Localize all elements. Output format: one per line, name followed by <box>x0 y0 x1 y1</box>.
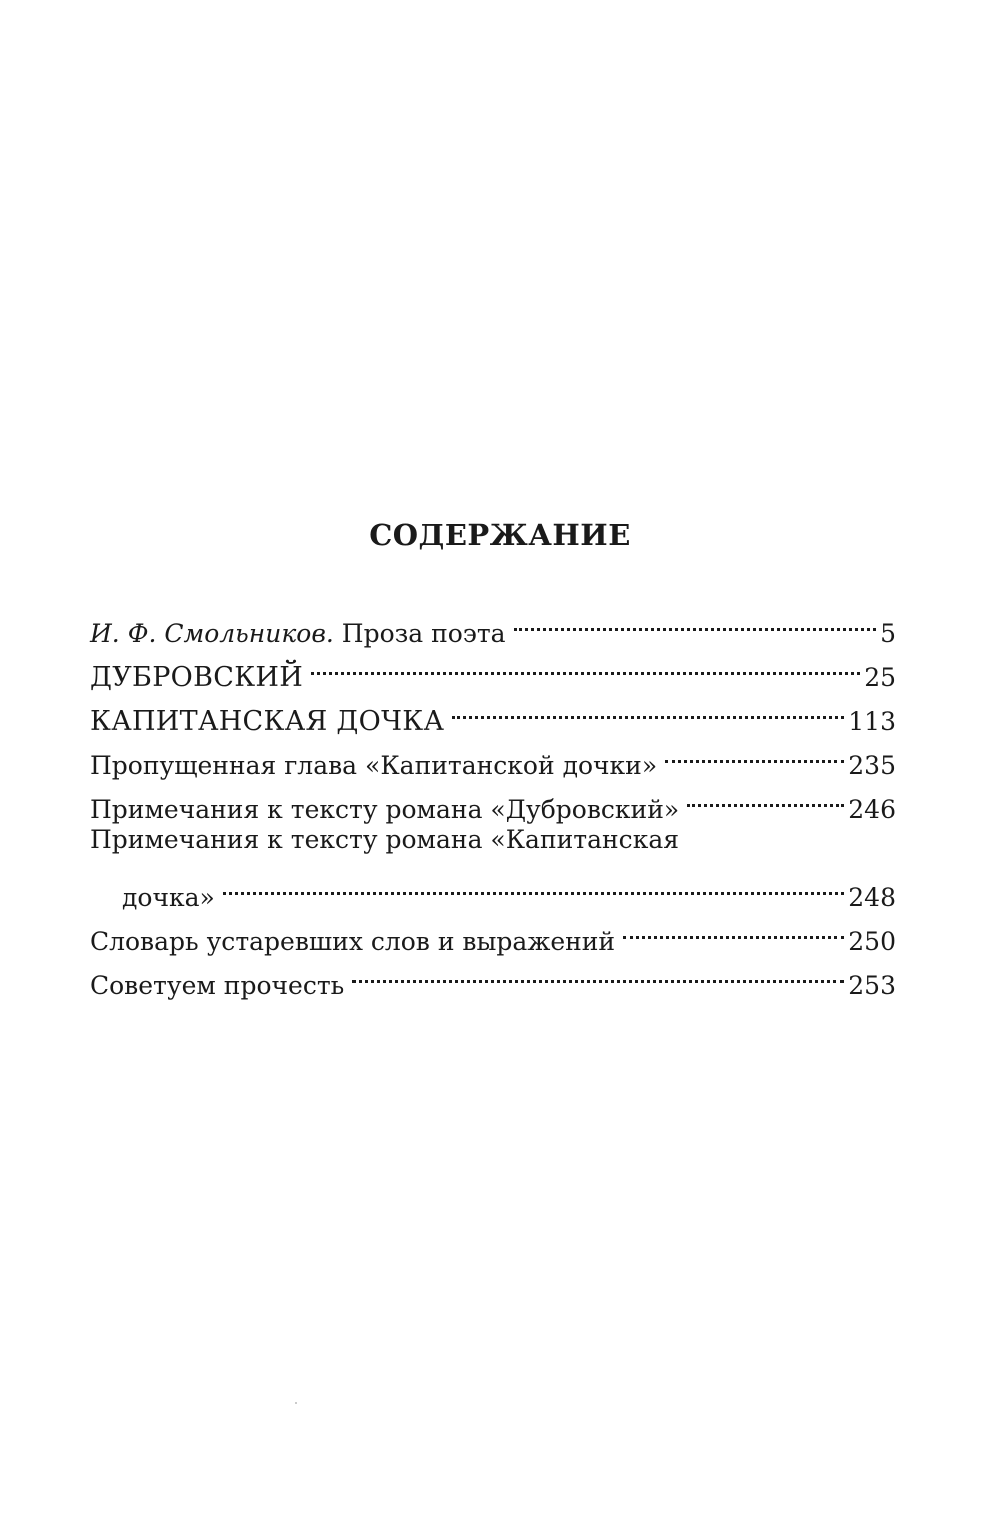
toc-entry-page: 25 <box>864 663 896 692</box>
dot-leader <box>452 686 844 730</box>
toc-entry-page: 253 <box>848 971 896 1000</box>
dot-leader <box>665 730 844 774</box>
toc-entry-preface <box>90 598 896 648</box>
toc-entry-label: Примечания к тексту романа «Капитанская <box>90 825 679 854</box>
toc-entry-label-continuation: дочка» <box>122 883 215 912</box>
toc-entry-page: 246 <box>848 795 896 824</box>
toc-entry-label: Пропущенная глава «Капитанской дочки» <box>90 751 658 780</box>
toc-entry-page: 248 <box>848 883 896 912</box>
toc-entry-notes-dubrovsky <box>90 774 896 824</box>
toc-entry-page: 5 <box>880 619 896 648</box>
toc-entry-glossary <box>90 906 896 956</box>
table-of-contents <box>90 598 896 1000</box>
toc-entry-page: 235 <box>848 751 896 780</box>
dot-leader <box>352 950 844 994</box>
toc-entry-label: Примечания к тексту романа «Дубровский» <box>90 795 680 824</box>
dot-leader <box>687 774 844 818</box>
toc-entry-author: И. Ф. Смольников. <box>90 619 334 648</box>
toc-entry-notes-captains-daughter <box>90 818 896 912</box>
dot-leader <box>223 862 844 906</box>
toc-entry-recommended-reading <box>90 950 896 1000</box>
toc-title: СОДЕРЖАНИЕ <box>369 518 631 552</box>
toc-entry-missing-chapter <box>90 730 896 780</box>
toc-entry-label: ДУБРОВСКИЙ <box>90 662 304 693</box>
toc-entry-label: Советуем прочесть <box>90 971 345 1000</box>
toc-entry-page: 113 <box>848 707 896 736</box>
toc-entry-dubrovsky <box>90 642 896 693</box>
toc-entry-captains-daughter <box>90 686 896 737</box>
toc-entry-page: 250 <box>848 927 896 956</box>
toc-entry-label: КАПИТАНСКАЯ ДОЧКА <box>90 706 445 737</box>
toc-entry-label: Словарь устаревших слов и выражений <box>90 927 616 956</box>
dot-leader <box>514 598 877 642</box>
dot-leader <box>311 642 860 686</box>
toc-entry-title: Проза поэта <box>333 619 506 648</box>
dot-leader <box>623 906 844 950</box>
